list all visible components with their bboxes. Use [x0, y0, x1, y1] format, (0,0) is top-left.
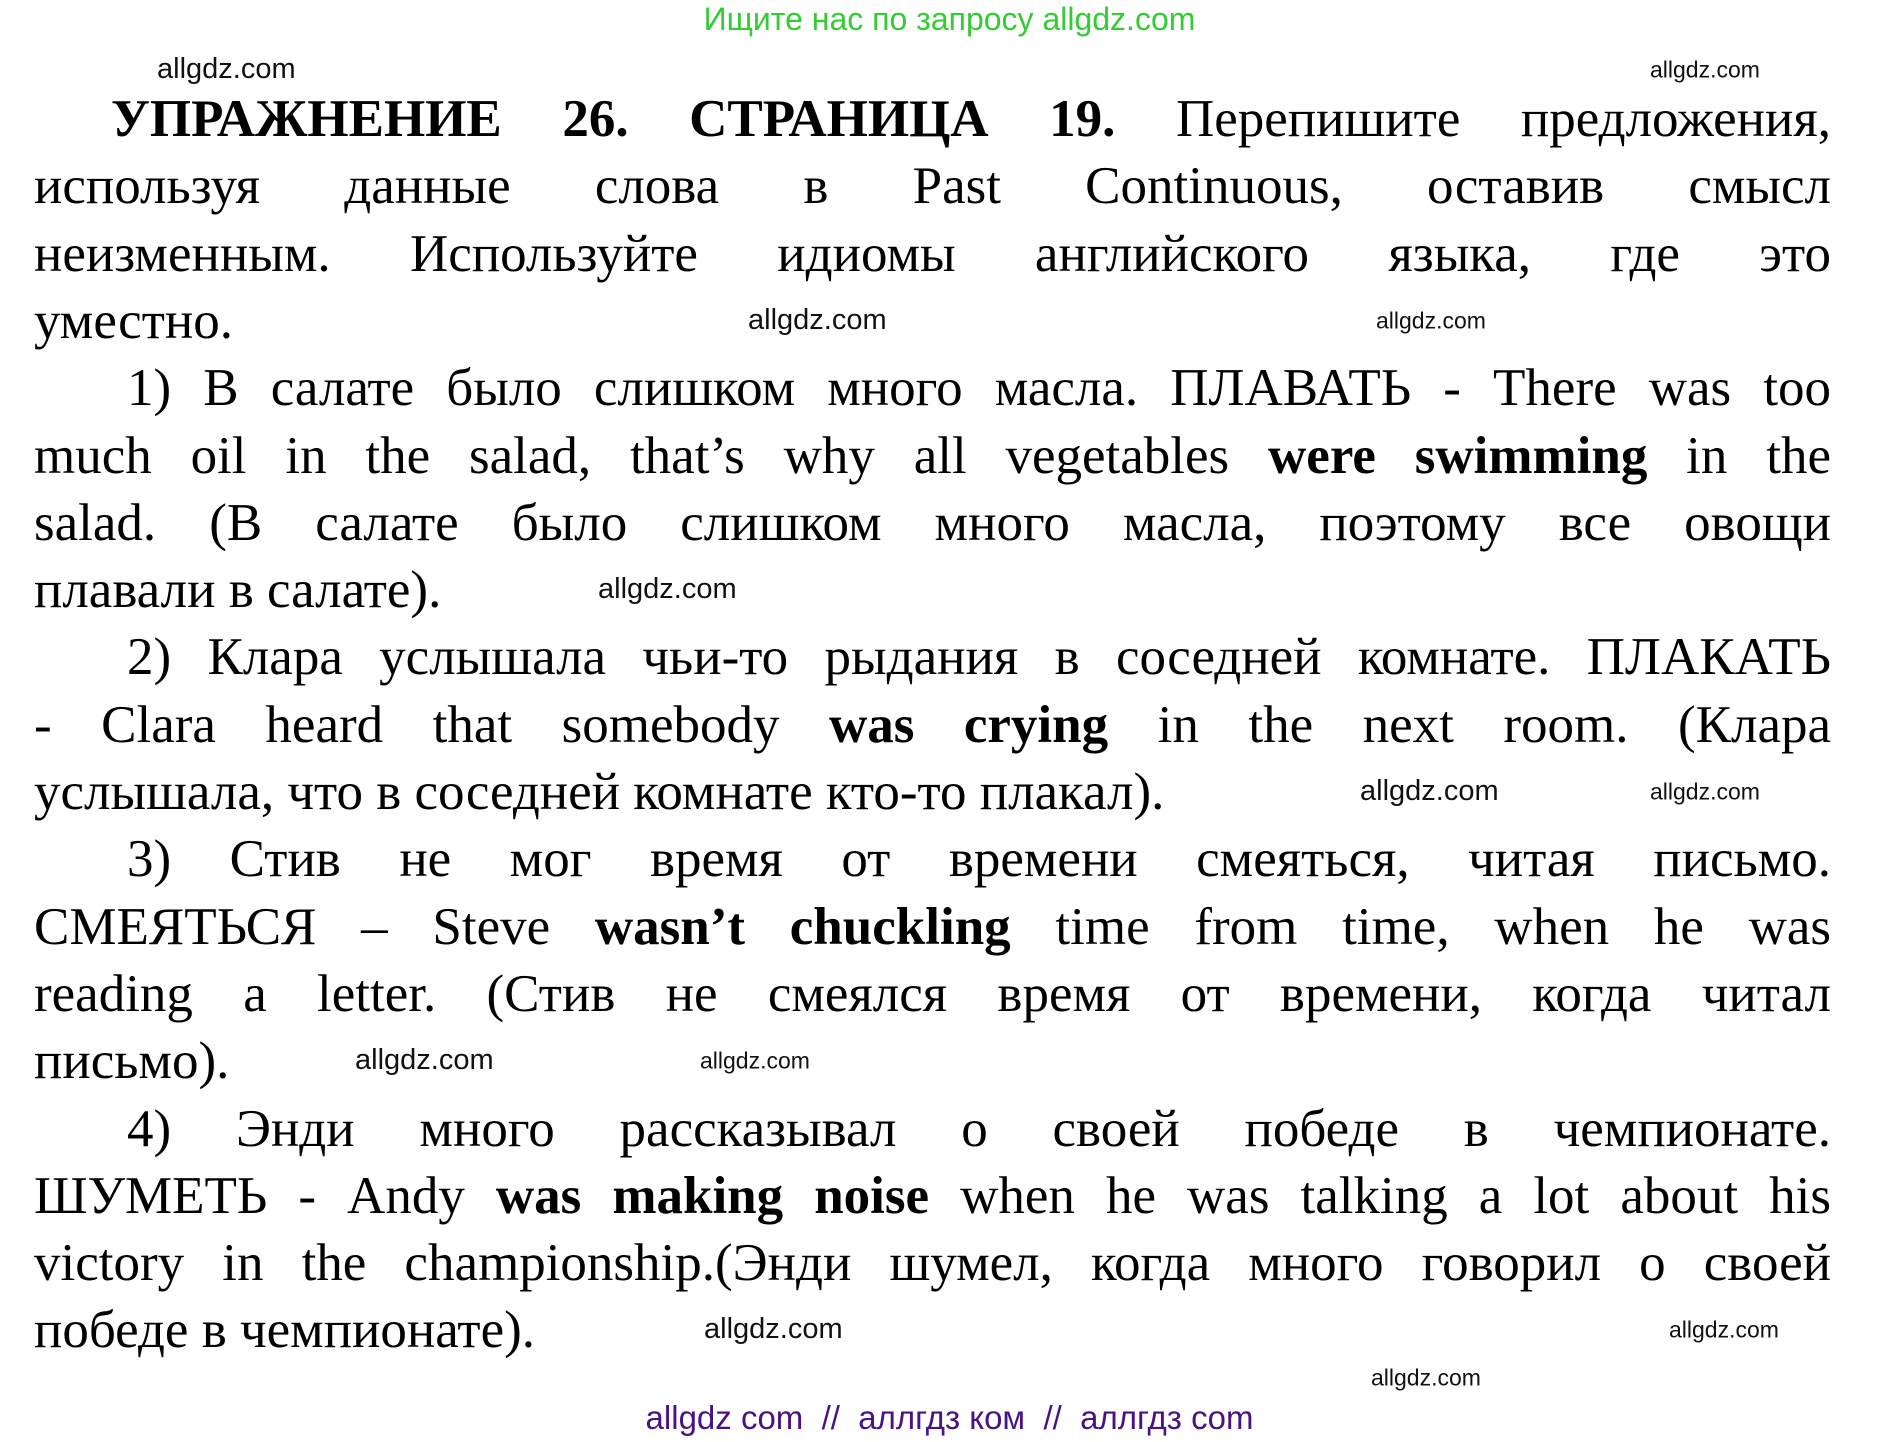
text-segment: ШУМЕТЬ - Andy: [34, 1166, 496, 1225]
text-line: [34, 1300, 1831, 1360]
text-segment: - Clara heard that somebody: [34, 695, 829, 754]
text-segment: 4) Энди много рассказывал о своей победе в чемпионате.: [127, 1099, 1831, 1158]
bold-answer: wasn’t chuckling: [594, 897, 1011, 956]
bold-answer: was making noise: [495, 1166, 930, 1225]
bold-answer: УПРАЖНЕНИЕ 26. СТРАНИЦА 19.: [111, 90, 1116, 148]
text-line: [127, 627, 1831, 687]
watermark: allgdz.com: [704, 1313, 843, 1346]
watermark: allgdz.com: [700, 1047, 810, 1074]
watermark: allgdz.com: [748, 304, 887, 337]
text-line: [127, 1099, 1831, 1159]
text-segment: плавали в салате).: [34, 561, 442, 620]
bold-answer: were swimming: [1268, 426, 1648, 485]
text-line: [34, 426, 1831, 486]
text-line: [127, 829, 1831, 889]
text-segment: услышала, что в соседней комнате кто-то плакал).: [34, 763, 1165, 821]
text-segment: 3) Стив не мог время от времени смеяться, читая письмо.: [127, 830, 1831, 889]
text-segment: in the next room. (Клара: [1108, 695, 1831, 754]
text-segment: уместно.: [34, 291, 233, 350]
text-segment: Перепишите предложения,: [1115, 90, 1831, 148]
text-segment: победе в чемпионате).: [34, 1301, 536, 1360]
text-line: [127, 358, 1831, 418]
watermark: allgdz.com: [157, 53, 296, 86]
text-line: [111, 89, 1831, 149]
text-line: [34, 964, 1831, 1024]
bold-answer: was crying: [828, 695, 1109, 754]
text-segment: письмо).: [34, 1032, 230, 1091]
text-segment: salad. (В салате было слишком много масла, поэтому все овощи: [34, 493, 1831, 552]
text-line: [34, 1233, 1831, 1293]
text-line: [34, 156, 1831, 216]
watermark: allgdz.com: [1371, 1364, 1481, 1391]
text-segment: time from time, when he was: [1010, 897, 1832, 956]
watermark: allgdz.com: [1376, 307, 1486, 334]
watermark: allgdz.com: [1669, 1316, 1779, 1343]
text-line: [34, 291, 1831, 351]
text-line: [34, 897, 1831, 957]
text-line: [34, 1031, 1831, 1091]
text-line: [34, 493, 1831, 553]
watermark: allgdz.com: [1360, 775, 1499, 808]
text-segment: when he was talking a lot about his: [929, 1166, 1831, 1225]
text-segment: СМЕЯТЬСЯ – Steve: [34, 897, 595, 956]
footer-watermark: allgdz com // аллгдз ком // аллгдз com: [645, 1399, 1254, 1436]
text-segment: much oil in the salad, that’s why all vegetables: [34, 426, 1269, 485]
text-segment: 2) Клара услышала чьи-то рыдания в соседней комнате. ПЛАКАТЬ: [127, 628, 1831, 687]
text-segment: victory in the championship.(Энди шумел, когда много говорил о своей: [34, 1234, 1831, 1293]
watermark: allgdz.com: [1650, 56, 1760, 83]
text-segment: reading a letter. (Стив не смеялся время от времени, когда читал: [34, 964, 1831, 1023]
text-line: [34, 560, 1831, 620]
text-segment: неизменным. Используйте идиомы английского языка, где это: [34, 224, 1831, 283]
text-line: [34, 762, 1831, 822]
text-line: [34, 695, 1831, 755]
text-line: [34, 1166, 1831, 1226]
watermark: allgdz.com: [1650, 778, 1760, 805]
text-line: [34, 224, 1831, 284]
watermark: allgdz.com: [598, 573, 737, 606]
text-segment: in the: [1647, 426, 1831, 485]
search-banner: Ищите нас по запросу allgdz.com: [703, 1, 1196, 37]
watermark: allgdz.com: [355, 1044, 494, 1077]
text-segment: используя данные слова в Past Continuous, оставив смысл: [34, 157, 1831, 216]
text-segment: 1) В салате было слишком много масла. ПЛАВАТЬ - There was too: [127, 359, 1831, 418]
